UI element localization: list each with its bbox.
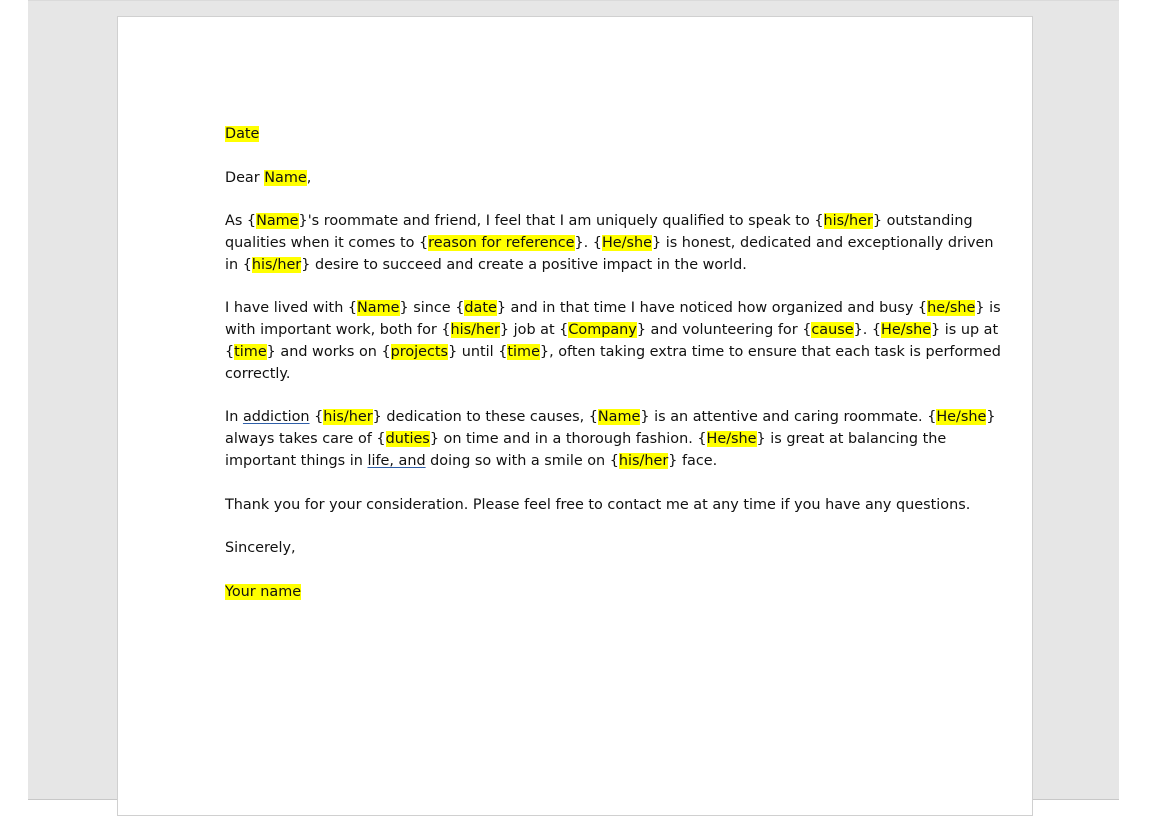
paragraph-1-line-2 <box>225 235 993 251</box>
placeholder-cause[interactable]: cause <box>811 322 854 339</box>
placeholder-projects[interactable]: projects <box>390 343 449 360</box>
text: } job at { <box>499 322 569 339</box>
placeholder-his-her[interactable]: his/her <box>450 322 500 339</box>
paragraph-3-line-1 <box>225 409 996 425</box>
text: }, often taking extra time to ensure that each task is performed <box>539 343 1001 360</box>
text: } and volunteering for { <box>636 322 812 339</box>
placeholder-name[interactable]: Name <box>357 300 400 317</box>
text: }. { <box>574 234 602 251</box>
text: } desire to succeed and create a positive impact in the world. <box>301 256 747 273</box>
greeting-text: Dear <box>225 169 265 186</box>
text: } outstanding <box>872 213 973 230</box>
text: } is up at <box>931 322 999 339</box>
text: } is <box>975 300 1001 317</box>
spellcheck-word[interactable]: addiction <box>242 409 310 426</box>
text: } and works on { <box>266 343 391 360</box>
paragraph-3-line-2 <box>225 431 946 447</box>
text: } since { <box>399 300 465 317</box>
placeholder-his-her[interactable]: his/her <box>823 213 873 230</box>
text: } dedication to these causes, { <box>372 409 598 426</box>
paragraph-2-line-1 <box>225 300 1001 316</box>
paragraph-2-line-2 <box>225 322 998 338</box>
text: with important work, both for { <box>225 322 451 339</box>
placeholder-reason[interactable]: reason for reference <box>428 234 575 251</box>
placeholder-name[interactable]: Name <box>256 213 299 230</box>
text: In <box>225 409 243 426</box>
text: As { <box>225 213 257 230</box>
name-placeholder[interactable]: Name <box>264 169 307 186</box>
text: I have lived with { <box>225 300 358 317</box>
text: doing so with a smile on { <box>425 452 619 469</box>
text: }'s roommate and friend, I feel that I am uniquely qualified to speak to { <box>298 213 824 230</box>
paragraph-2-line-4: correctly. <box>225 365 291 382</box>
paragraph-3-line-3 <box>225 453 717 469</box>
text: } on time and in a thorough fashion. { <box>429 431 707 448</box>
text: } face. <box>668 452 718 469</box>
placeholder-date[interactable]: date <box>464 300 497 317</box>
paragraph-1[interactable] <box>225 211 994 276</box>
placeholder-his-her[interactable]: his/her <box>618 452 669 469</box>
signature-line[interactable] <box>225 582 930 604</box>
text: { <box>309 409 324 426</box>
placeholder-his-her[interactable]: his/her <box>323 409 373 426</box>
text: } until { <box>448 343 508 360</box>
placeholder-he-she[interactable]: He/she <box>936 409 987 426</box>
spellcheck-phrase[interactable]: life, and <box>367 452 426 469</box>
date-placeholder[interactable]: Date <box>225 126 260 142</box>
paragraph-3[interactable] <box>225 407 996 472</box>
text: } and in that time I have noticed how organized and busy { <box>496 300 928 317</box>
text: qualities when it comes to { <box>225 234 429 251</box>
paragraph-2[interactable] <box>225 298 1001 385</box>
text: } is an attentive and caring roommate. { <box>640 409 937 426</box>
date-line[interactable] <box>225 124 930 146</box>
document-page[interactable] <box>117 16 1033 816</box>
closing-line[interactable]: Sincerely, <box>225 540 296 557</box>
placeholder-company[interactable]: Company <box>568 322 637 339</box>
text: { <box>225 343 235 360</box>
placeholder-time[interactable]: time <box>234 343 267 360</box>
placeholder-he-she[interactable]: he/she <box>927 300 976 317</box>
greeting-line[interactable] <box>225 168 930 190</box>
signature-placeholder[interactable]: Your name <box>225 583 302 600</box>
text: } is great at balancing the <box>756 431 947 448</box>
placeholder-his-her[interactable]: his/her <box>251 256 302 273</box>
paragraph-4[interactable]: Thank you for your consideration. Please feel free to contact me at any time if you have any questions. <box>225 496 971 513</box>
text: in { <box>225 256 252 273</box>
text: }. { <box>853 322 882 339</box>
letter-body[interactable] <box>225 124 1001 625</box>
paragraph-2-line-3 <box>225 344 1001 360</box>
paragraph-1-line-1 <box>225 213 973 229</box>
placeholder-he-she[interactable]: He/she <box>706 431 757 448</box>
text: always takes care of { <box>225 431 386 448</box>
placeholder-he-she[interactable]: He/she <box>601 234 652 251</box>
placeholder-name[interactable]: Name <box>597 409 641 426</box>
placeholder-he-she[interactable]: He/she <box>881 322 932 339</box>
text: } is honest, dedicated and exceptionally driven <box>651 234 994 251</box>
placeholder-duties[interactable]: duties <box>385 431 430 448</box>
paragraph-1-line-3 <box>225 257 747 273</box>
text: } <box>986 409 996 426</box>
greeting-comma: , <box>306 169 312 186</box>
placeholder-time[interactable]: time <box>507 343 540 360</box>
text: important things in <box>225 452 368 469</box>
